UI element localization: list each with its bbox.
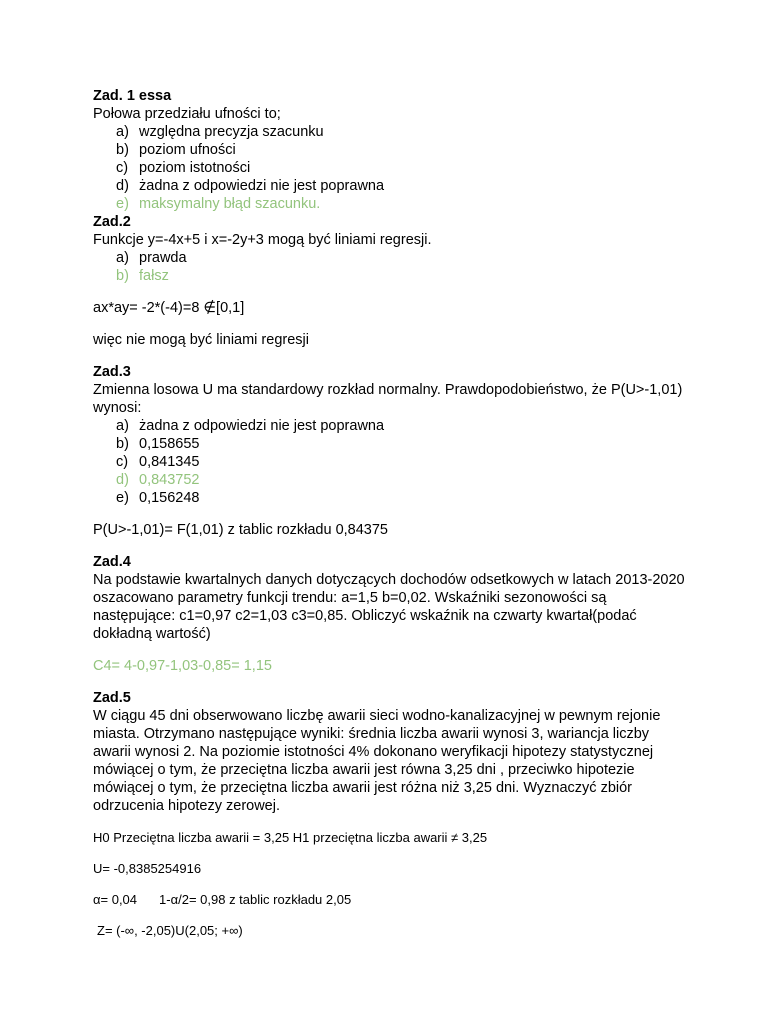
zad4-answer: C4= 4-0,97-1,03-0,85= 1,15 [93, 658, 272, 674]
zad5-alpha: α= 0,04 [93, 892, 138, 907]
document-page [93, 87, 693, 939]
zad5-heading: Zad.5 [93, 690, 131, 706]
zad3-answer: P(U>-1,01)= F(1,01) z tablic rozkładu 0,84375 [93, 522, 388, 538]
option-mark: e) [116, 490, 129, 506]
option-mark: d) [116, 178, 129, 194]
option-mark: b) [116, 142, 129, 158]
option-text: żadna z odpowiedzi nie jest poprawna [139, 418, 385, 434]
option-mark: a) [116, 124, 129, 140]
option-text: maksymalny błąd szacunku. [139, 196, 321, 212]
zad4-heading: Zad.4 [93, 554, 131, 570]
zad4-line-2: oszacowano parametry funkcji trendu: a=1,5 b=0,02. Wskaźniki sezonowości są [93, 590, 607, 606]
option-mark: c) [116, 454, 129, 470]
option-mark: b) [116, 268, 129, 284]
zad5-hypotheses: H0 Przeciętna liczba awarii = 3,25 H1 przeciętna liczba awarii ≠ 3,25 [93, 830, 488, 845]
zad2-option-b-correct [93, 267, 693, 285]
zad1-question: Połowa przedziału ufności to; [93, 106, 281, 122]
zad1-option-e-correct [93, 195, 693, 213]
zad3-heading: Zad.3 [93, 364, 131, 380]
option-text: 0,158655 [139, 436, 200, 452]
zad3-option-b [93, 435, 693, 453]
zad5-line-4: mówiącej o tym, że przeciętna liczba awarii jest równa 3,25 dni , przeciwko hipotezie [93, 762, 635, 778]
zad5-line-5: mówiącej o tym, że przeciętna liczba awarii jest różna niż 3,25 dni. Wyznaczyć zbiór [93, 780, 632, 796]
zad4-line-1: Na podstawie kwartalnych danych dotyczących dochodów odsetkowych w latach 2013-2020 [93, 572, 685, 588]
option-mark: a) [116, 418, 129, 434]
zad5-quantile: 1-α/2= 0,98 z tablic rozkładu 2,05 [159, 892, 352, 907]
zad2-question: Funkcje y=-4x+5 i x=-2y+3 mogą być liniami regresji. [93, 232, 432, 248]
zad2-option-a [93, 249, 693, 267]
option-text: względna precyzja szacunku [139, 124, 324, 140]
zad3-option-c [93, 453, 693, 471]
zad5-line-1: W ciągu 45 dni obserwowano liczbę awarii sieci wodno-kanalizacyjnej w pewnym rejonie [93, 708, 661, 724]
zad2-conclusion: więc nie mogą być liniami regresji [93, 332, 309, 348]
option-mark: e) [116, 196, 129, 212]
zad3-question-line-2: wynosi: [93, 400, 142, 416]
zad2-heading: Zad.2 [93, 214, 131, 230]
option-text: 0,156248 [139, 490, 200, 506]
zad1-option-b [93, 141, 693, 159]
option-mark: b) [116, 436, 129, 452]
option-text: poziom ufności [139, 142, 236, 158]
zad1-option-a [93, 123, 693, 141]
zad4-line-4: dokładną wartość) [93, 626, 211, 642]
zad3-option-a [93, 417, 693, 435]
zad3-option-d-correct [93, 471, 693, 489]
option-mark: d) [116, 472, 129, 488]
option-text: poziom istotności [139, 160, 251, 176]
option-text: 0,843752 [139, 472, 200, 488]
zad5-line-2: miasta. Otrzymano następujące wyniki: średnia liczba awarii wynosi 3, wariancja liczby [93, 726, 650, 742]
zad5-line-3: awarii wynosi 2. Na poziomie istotności 4% dokonano weryfikacji hipotezy statystycznej [93, 744, 654, 760]
option-text: prawda [139, 250, 187, 266]
zad3-question-line-1: Zmienna losowa U ma standardowy rozkład normalny. Prawdopodobieństwo, że P(U>-1,01) [93, 382, 683, 398]
zad5-u-value: U= -0,8385254916 [93, 861, 202, 876]
option-mark: a) [116, 250, 129, 266]
zad5-line-6: odrzucenia hipotezy zerowej. [93, 798, 280, 814]
zad5-alpha-line [93, 891, 693, 908]
option-text: żadna z odpowiedzi nie jest poprawna [139, 178, 385, 194]
zad2-calculation: ax*ay= -2*(-4)=8 ∉[0,1] [93, 300, 245, 316]
zad1-option-c [93, 159, 693, 177]
zad1-option-d [93, 177, 693, 195]
option-text: fałsz [139, 268, 169, 284]
zad4-line-3: następujące: c1=0,97 c2=1,03 c3=0,85. Obliczyć wskaźnik na czwarty kwartał(podać [93, 608, 637, 624]
zad5-rejection-region: Z= (-∞, -2,05)U(2,05; +∞) [97, 923, 243, 938]
zad3-option-e [93, 489, 693, 507]
option-mark: c) [116, 160, 129, 176]
option-text: 0,841345 [139, 454, 200, 470]
zad1-heading: Zad. 1 essa [93, 88, 172, 104]
